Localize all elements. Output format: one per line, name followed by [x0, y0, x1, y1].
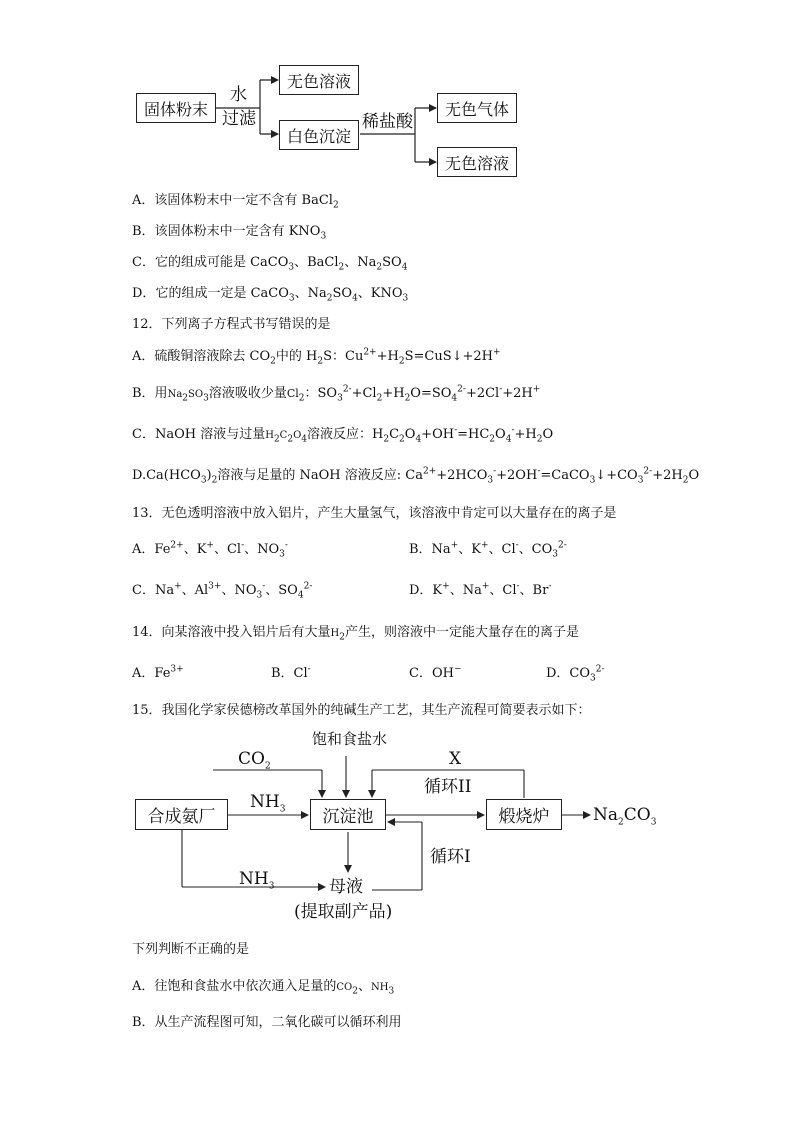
label-nh3-top: $NH_3$: [250, 792, 286, 815]
label-filter: 过滤: [222, 109, 256, 129]
node-colorless-solution-2: 无色溶液: [437, 147, 517, 177]
q14-option-d: D．$CO_3^{2-}$: [546, 664, 605, 684]
q15-option-b: B．从生产流程图可知，二氧化碳可以循环利用: [132, 1015, 402, 1030]
node-mother-liquor: 母液: [329, 877, 363, 897]
q13-option-a: A．$Fe^{2+}$、K+、Cl-、$NO_3^-$: [132, 540, 288, 560]
q12-option-b: B．用$Na_2SO_3$溶液吸收少量$Cl_2$：$SO_3^{2-}+Cl_2+H_2O=SO_4^{2-}+2Cl^-+2H^+$: [132, 384, 541, 404]
node-settling-tank: 沉淀池: [310, 799, 386, 830]
node-solid-powder: 固体粉末: [136, 93, 216, 123]
node-colorless-solution-1: 无色溶液: [279, 65, 359, 95]
node-colorless-gas: 无色气体: [437, 93, 517, 123]
label-co2: $CO_2$: [238, 749, 271, 772]
q12-option-a: A．硫酸铜溶液除去 $CO_2$中的 $H_2S$：$Cu^{2+}+H_2S=CuS↓+2H^+$: [132, 347, 501, 367]
node-ammonia-plant: 合成氨厂: [135, 799, 228, 830]
node-white-precipitate: 白色沉淀: [279, 120, 359, 150]
node-calcining-furnace: 煅烧炉: [486, 799, 562, 830]
label-na2co3: $Na_2CO_3$: [593, 805, 657, 828]
q15-question: 下列判断不正确的是: [132, 942, 250, 957]
label-nh3-bottom: $NH_3$: [239, 869, 275, 892]
q14-option-c: C．OH−: [409, 664, 462, 681]
q14-option-b: B．Cl-: [271, 664, 311, 681]
node-extract-byproduct: (提取副产品): [294, 902, 393, 922]
q11-option-c: C．它的组成可能是 CaCO$_3$、BaCl$_2$、$Na_2SO_4$: [132, 255, 408, 273]
q13-stem: 13．无色透明溶液中放入铝片，产生大量氢气，该溶液中肯定可以大量存在的离子是: [132, 506, 617, 521]
q14-stem: 14．向某溶液中投入铝片后有大量$H_2$产生，则溶液中一定能大量存在的离子是: [132, 625, 580, 643]
q15-stem: 15．我国化学家侯德榜改革国外的纯碱生产工艺，其生产流程可简要表示如下：: [132, 703, 591, 718]
q11-option-a: A．该固体粉末中一定不含有 BaCl$_2$: [132, 193, 339, 211]
q12-option-c: C．NaOH 溶液与过量$H_2C_2O_4$溶液反应：$H_2C_2O_4+OH^-=HC_2O_4^-+H_2O$: [132, 425, 554, 445]
label-water: 水: [230, 85, 247, 105]
label-saturated-brine: 饱和食盐水: [312, 730, 388, 748]
q14-option-a: A．$Fe^{3+}$: [132, 664, 184, 681]
label-x: X: [449, 749, 462, 769]
label-cycle-2: 循环II: [424, 777, 472, 797]
q13-option-b: B．Na+、K+、Cl-、$CO_3^{2-}$: [409, 540, 567, 560]
label-dilute-hcl: 稀盐酸: [362, 112, 413, 132]
q12-stem: 12．下列离子方程式书写错误的是: [132, 317, 331, 332]
q13-option-d: D．K+、Na+、Cl-、Br-: [409, 581, 552, 598]
q15-option-a: A．往饱和食盐水中依次通入足量的$CO_2$、$NH_3$: [132, 979, 395, 997]
q12-option-d: $D.Ca(HCO_3)_2$溶液与足量的 NaOH 溶液反应: $Ca^{2+}+2HCO_3^-+2OH^-=CaCO_3↓+CO_3^{2-}+2H_2O$: [132, 466, 700, 486]
label-cycle-1: 循环I: [430, 847, 471, 867]
q11-option-b: B．该固体粉末中一定含有 $KNO_3$: [132, 224, 327, 242]
q11-option-d: D．它的组成一定是 CaCO$_3$、$Na_2SO_4$、$KNO_3$: [132, 286, 409, 304]
q13-option-c: C．Na+、$Al^{3+}$、$NO_3^-$、$SO_4^{2-}$: [132, 581, 313, 601]
